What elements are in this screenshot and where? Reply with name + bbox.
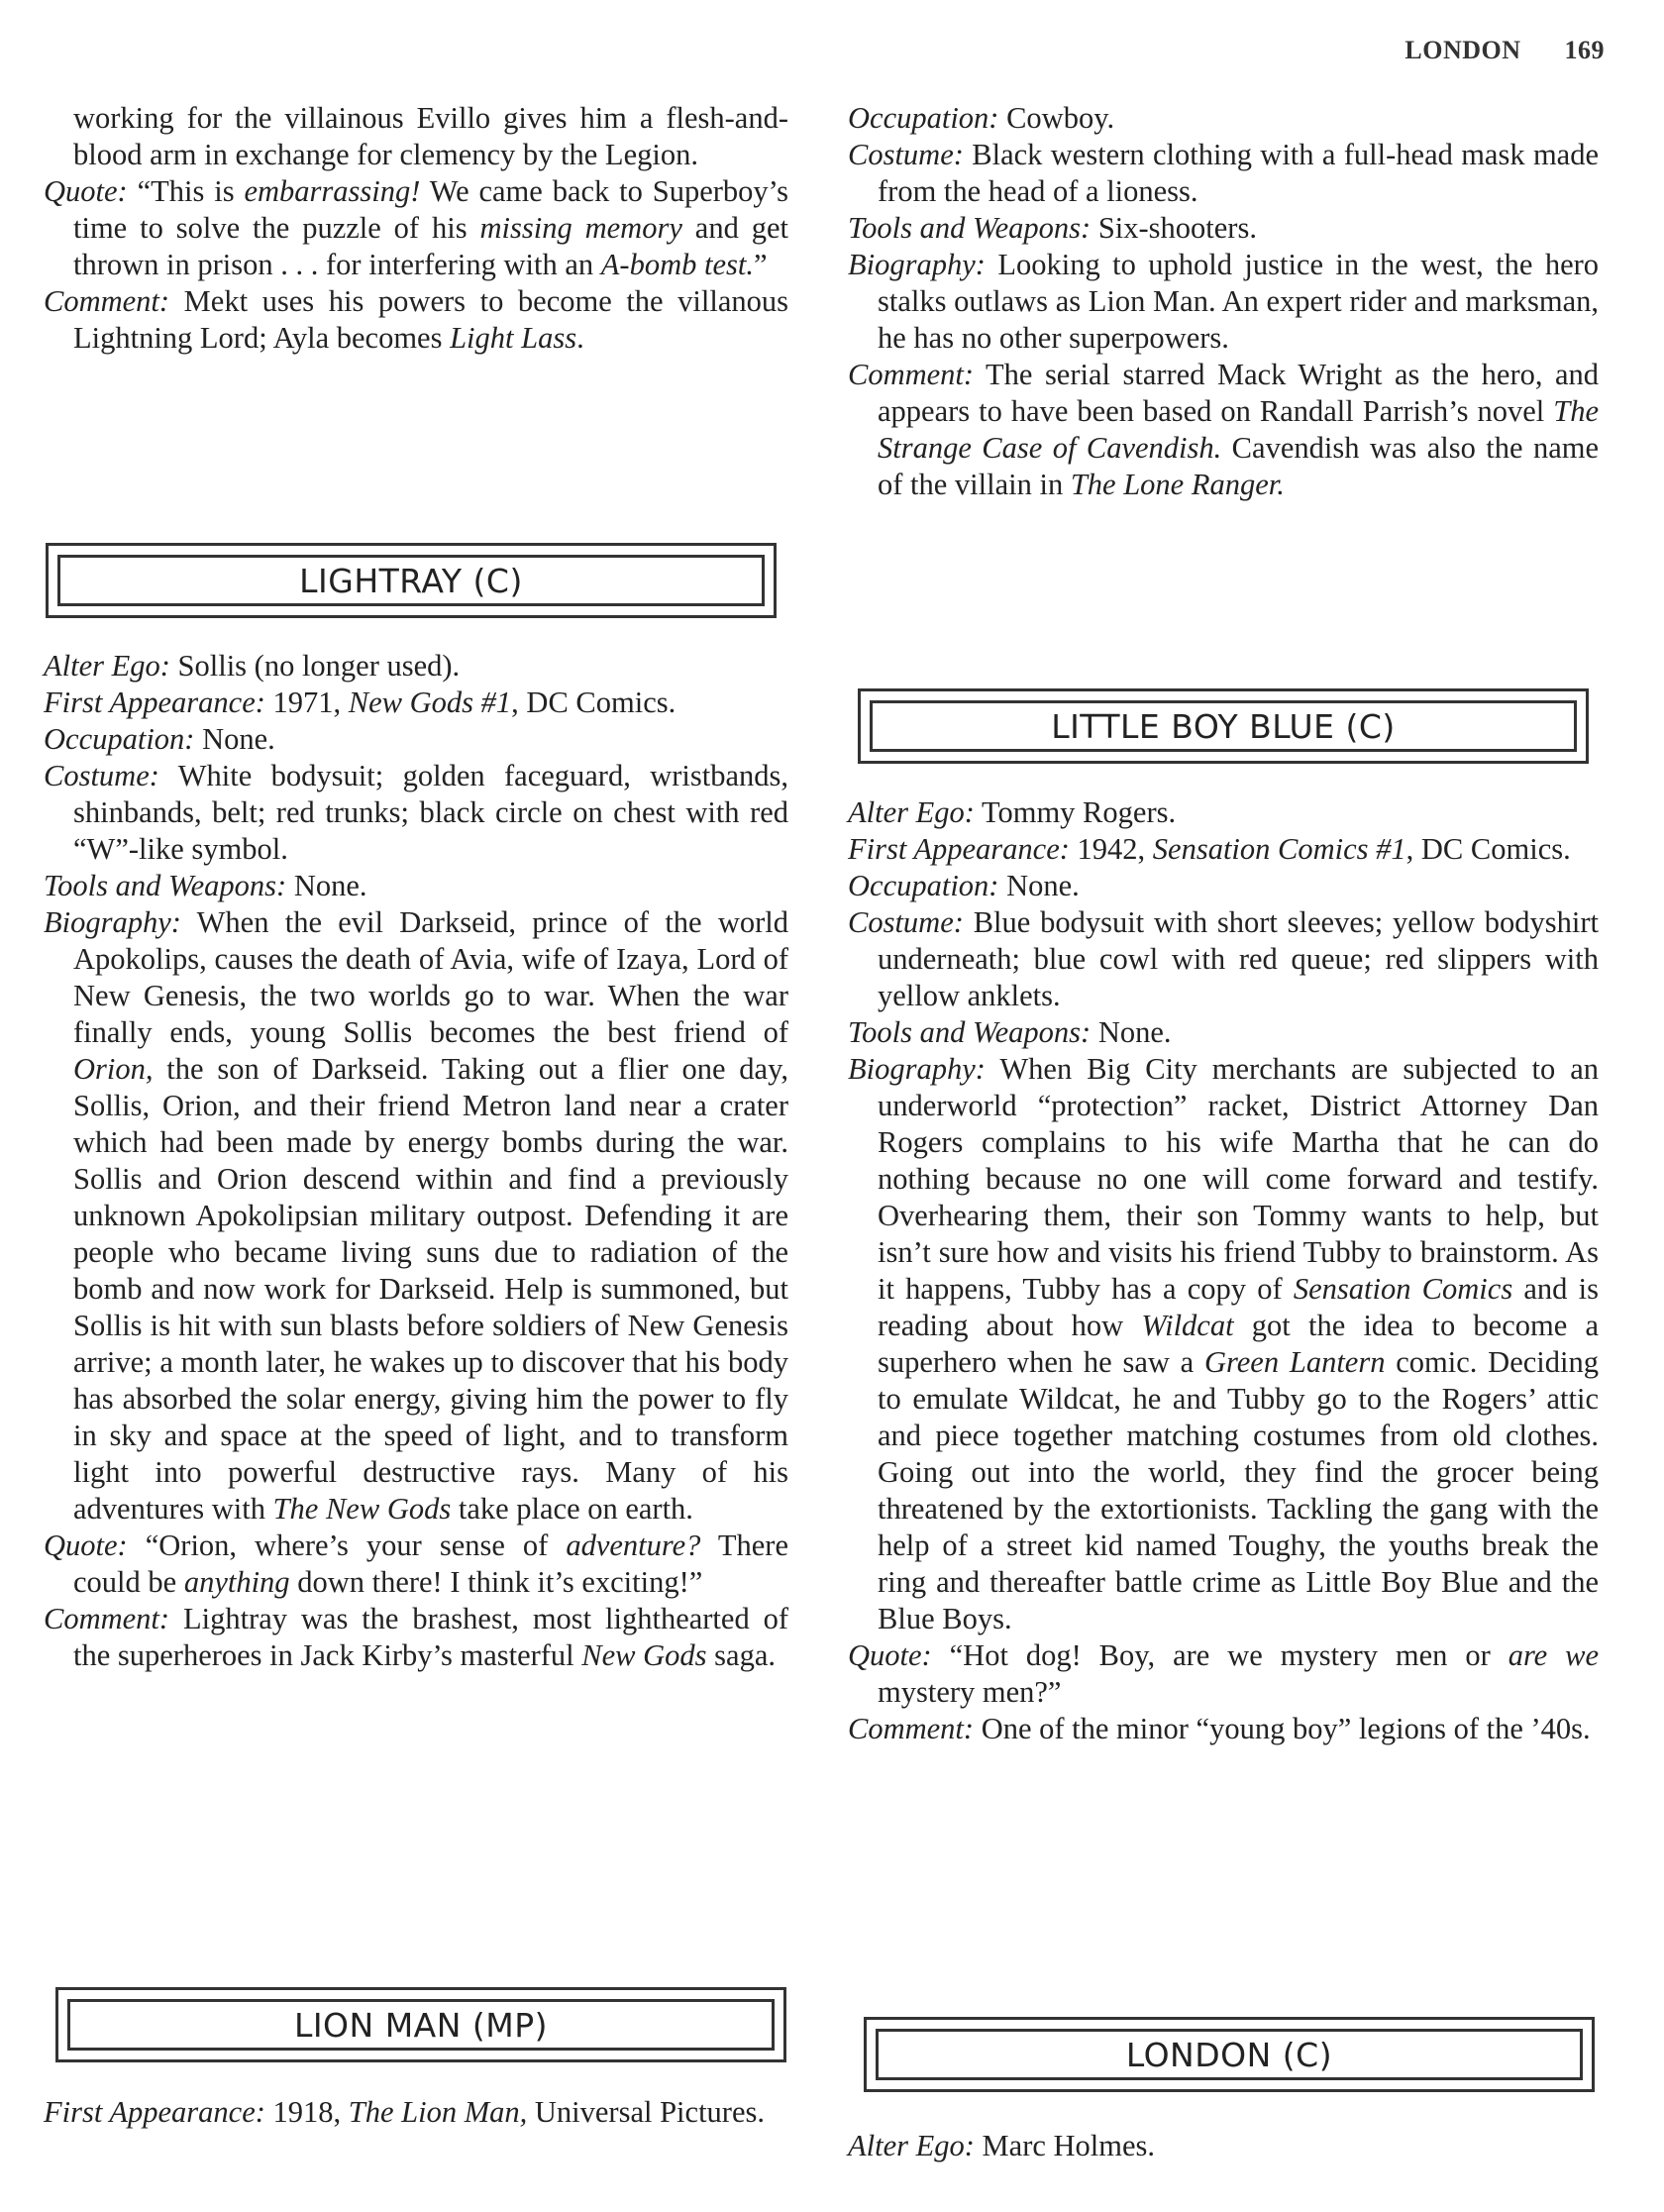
entry-text-continued: working for the villainous Evillo gives him a flesh-and-blood arm in exchange for clemency by the Legion. [73,101,788,171]
entry-heading-box-lightray [46,543,777,618]
running-header-title: LONDON [1404,36,1521,64]
biography-field: Biography: When the evil Darkseid, prince of the world Apokolips, causes the death of Avia, wife of Izaya, Lord of New Genesis, the two worlds go to war. When the war finally ends, young Sollis becomes the best friend of Orion, the son of Darkseid. Taking out a flier one day, Sollis, Orion, and their friend Metron land near a crater which had been made by energy bombs during the war. Sollis and Orion descend within and find a previously unknown Apokolipsian military outpost. Defending it are people who became living suns due to radiation of the bomb and now work for Darkseid. Help is summoned, but Sollis is hit with sun blasts before soldiers of New Genesis arrive; a month later, he wakes up to discover that his body has absorbed the solar energy, giving him the power to fly in sky and space at the speed of light, and to transform light into powerful destructive rays. Many of his adventures with The New Gods take place on earth. [44,905,789,1526]
first-appearance-field: First Appearance: 1918, The Lion Man, Universal Pictures. [44,2095,765,2129]
entry-heading: LITTLE BOY BLUE (C) [870,700,1577,752]
first-appearance-field: First Appearance: 1971, New Gods #1, DC Comics. [44,685,676,719]
entry-continuation-mekt [44,100,788,357]
comment-field: Comment: Mekt uses his powers to become the villanous Lightning Lord; Ayla becomes Light Lass. [44,284,788,355]
entry-heading-box-lion-man [55,1987,786,2062]
first-appearance-field: First Appearance: 1942, Sensation Comics #1, DC Comics. [848,832,1571,866]
entry-lion-man [44,2094,788,2131]
tools-field: Tools and Weapons: None. [44,869,367,902]
entry-heading: LONDON (C) [876,2029,1583,2080]
occupation-field: Occupation: None. [44,722,275,756]
costume-field: Costume: Blue bodysuit with short sleeves; yellow bodyshirt underneath; blue cowl with red queue; red slippers with yellow anklets. [848,905,1600,1012]
entry-little-boy-blue [848,794,1599,1747]
quote-field: Quote: “Hot dog! Boy, are we mystery men or are we mystery men?” [848,1638,1600,1709]
entry-lightray [44,648,788,1674]
occupation-field: Occupation: Cowboy. [848,101,1115,135]
tools-field: Tools and Weapons: Six-shooters. [848,211,1257,245]
alter-ego-field: Alter Ego: Tommy Rogers. [848,795,1177,829]
quote-field: Quote: “This is embarrassing! We came back to Superboy’s time to solve the puzzle of his missing memory and get thrown in prison . . . for interfering with an A-bomb test.” [44,174,789,281]
quote-field: Quote: “Orion, where’s your sense of adventure? There could be anything down there! I think it’s exciting!” [44,1528,788,1599]
costume-field: Costume: White bodysuit; golden faceguard, wristbands, shinbands, belt; red trunks; black circle on chest with red “W”-like symbol. [44,759,788,866]
tools-field: Tools and Weapons: None. [848,1015,1172,1049]
entry-heading: LION MAN (MP) [67,1999,775,2051]
comment-field: Comment: One of the minor “young boy” legions of the ’40s. [848,1712,1591,1745]
page-number: 169 [1564,36,1605,64]
entry-london [848,2128,1599,2164]
biography-field: Biography: Looking to uphold justice in the west, the hero stalks outlaws as Lion Man. An expert rider and marksman, he has no other superpowers. [848,248,1600,355]
costume-field: Costume: Black western clothing with a full-head mask made from the head of a lioness. [848,138,1599,208]
entry-heading-box-london [864,2017,1595,2092]
entry-heading: LIGHTRAY (C) [57,555,765,606]
alter-ego-field: Alter Ego: Marc Holmes. [848,2129,1156,2162]
comment-field: Comment: The serial starred Mack Wright as the hero, and appears to have been based on Randall Parrish’s novel The Strange Case of Cavendish. Cavendish was also the name of the villain in The Lone Ranger. [848,358,1599,501]
comment-field: Comment: Lightray was the brashest, most lighthearted of the superheroes in Jack Kirby’s masterful New Gods saga. [44,1602,788,1672]
entry-heading-box-little-boy-blue [858,688,1589,764]
occupation-field: Occupation: None. [848,869,1080,902]
running-header [1404,36,1605,65]
entry-continuation-lion-man [848,100,1599,503]
alter-ego-field: Alter Ego: Sollis (no longer used). [44,649,461,683]
biography-field: Biography: When Big City merchants are subjected to an underworld “protection” racket, District Attorney Dan Rogers complains to his wife Martha that he can do nothing because no one will come forward and testify. Overhearing them, their son Tommy wants to help, but isn’t sure how and visits his friend Tubby to brainstorm. As it happens, Tubby has a copy of Sensation Comics and is reading about how Wildcat got the idea to become a superhero when he saw a Green Lantern comic. Deciding to emulate Wildcat, he and Tubby go to the Rogers’ attic and piece together matching costumes from old clothes. Going out into the world, they find the grocer being threatened by the extortionists. Tackling the gang with the help of a street kid named Toughy, the youths break the ring and thereafter battle crime as Little Boy Blue and the Blue Boys. [848,1052,1599,1635]
